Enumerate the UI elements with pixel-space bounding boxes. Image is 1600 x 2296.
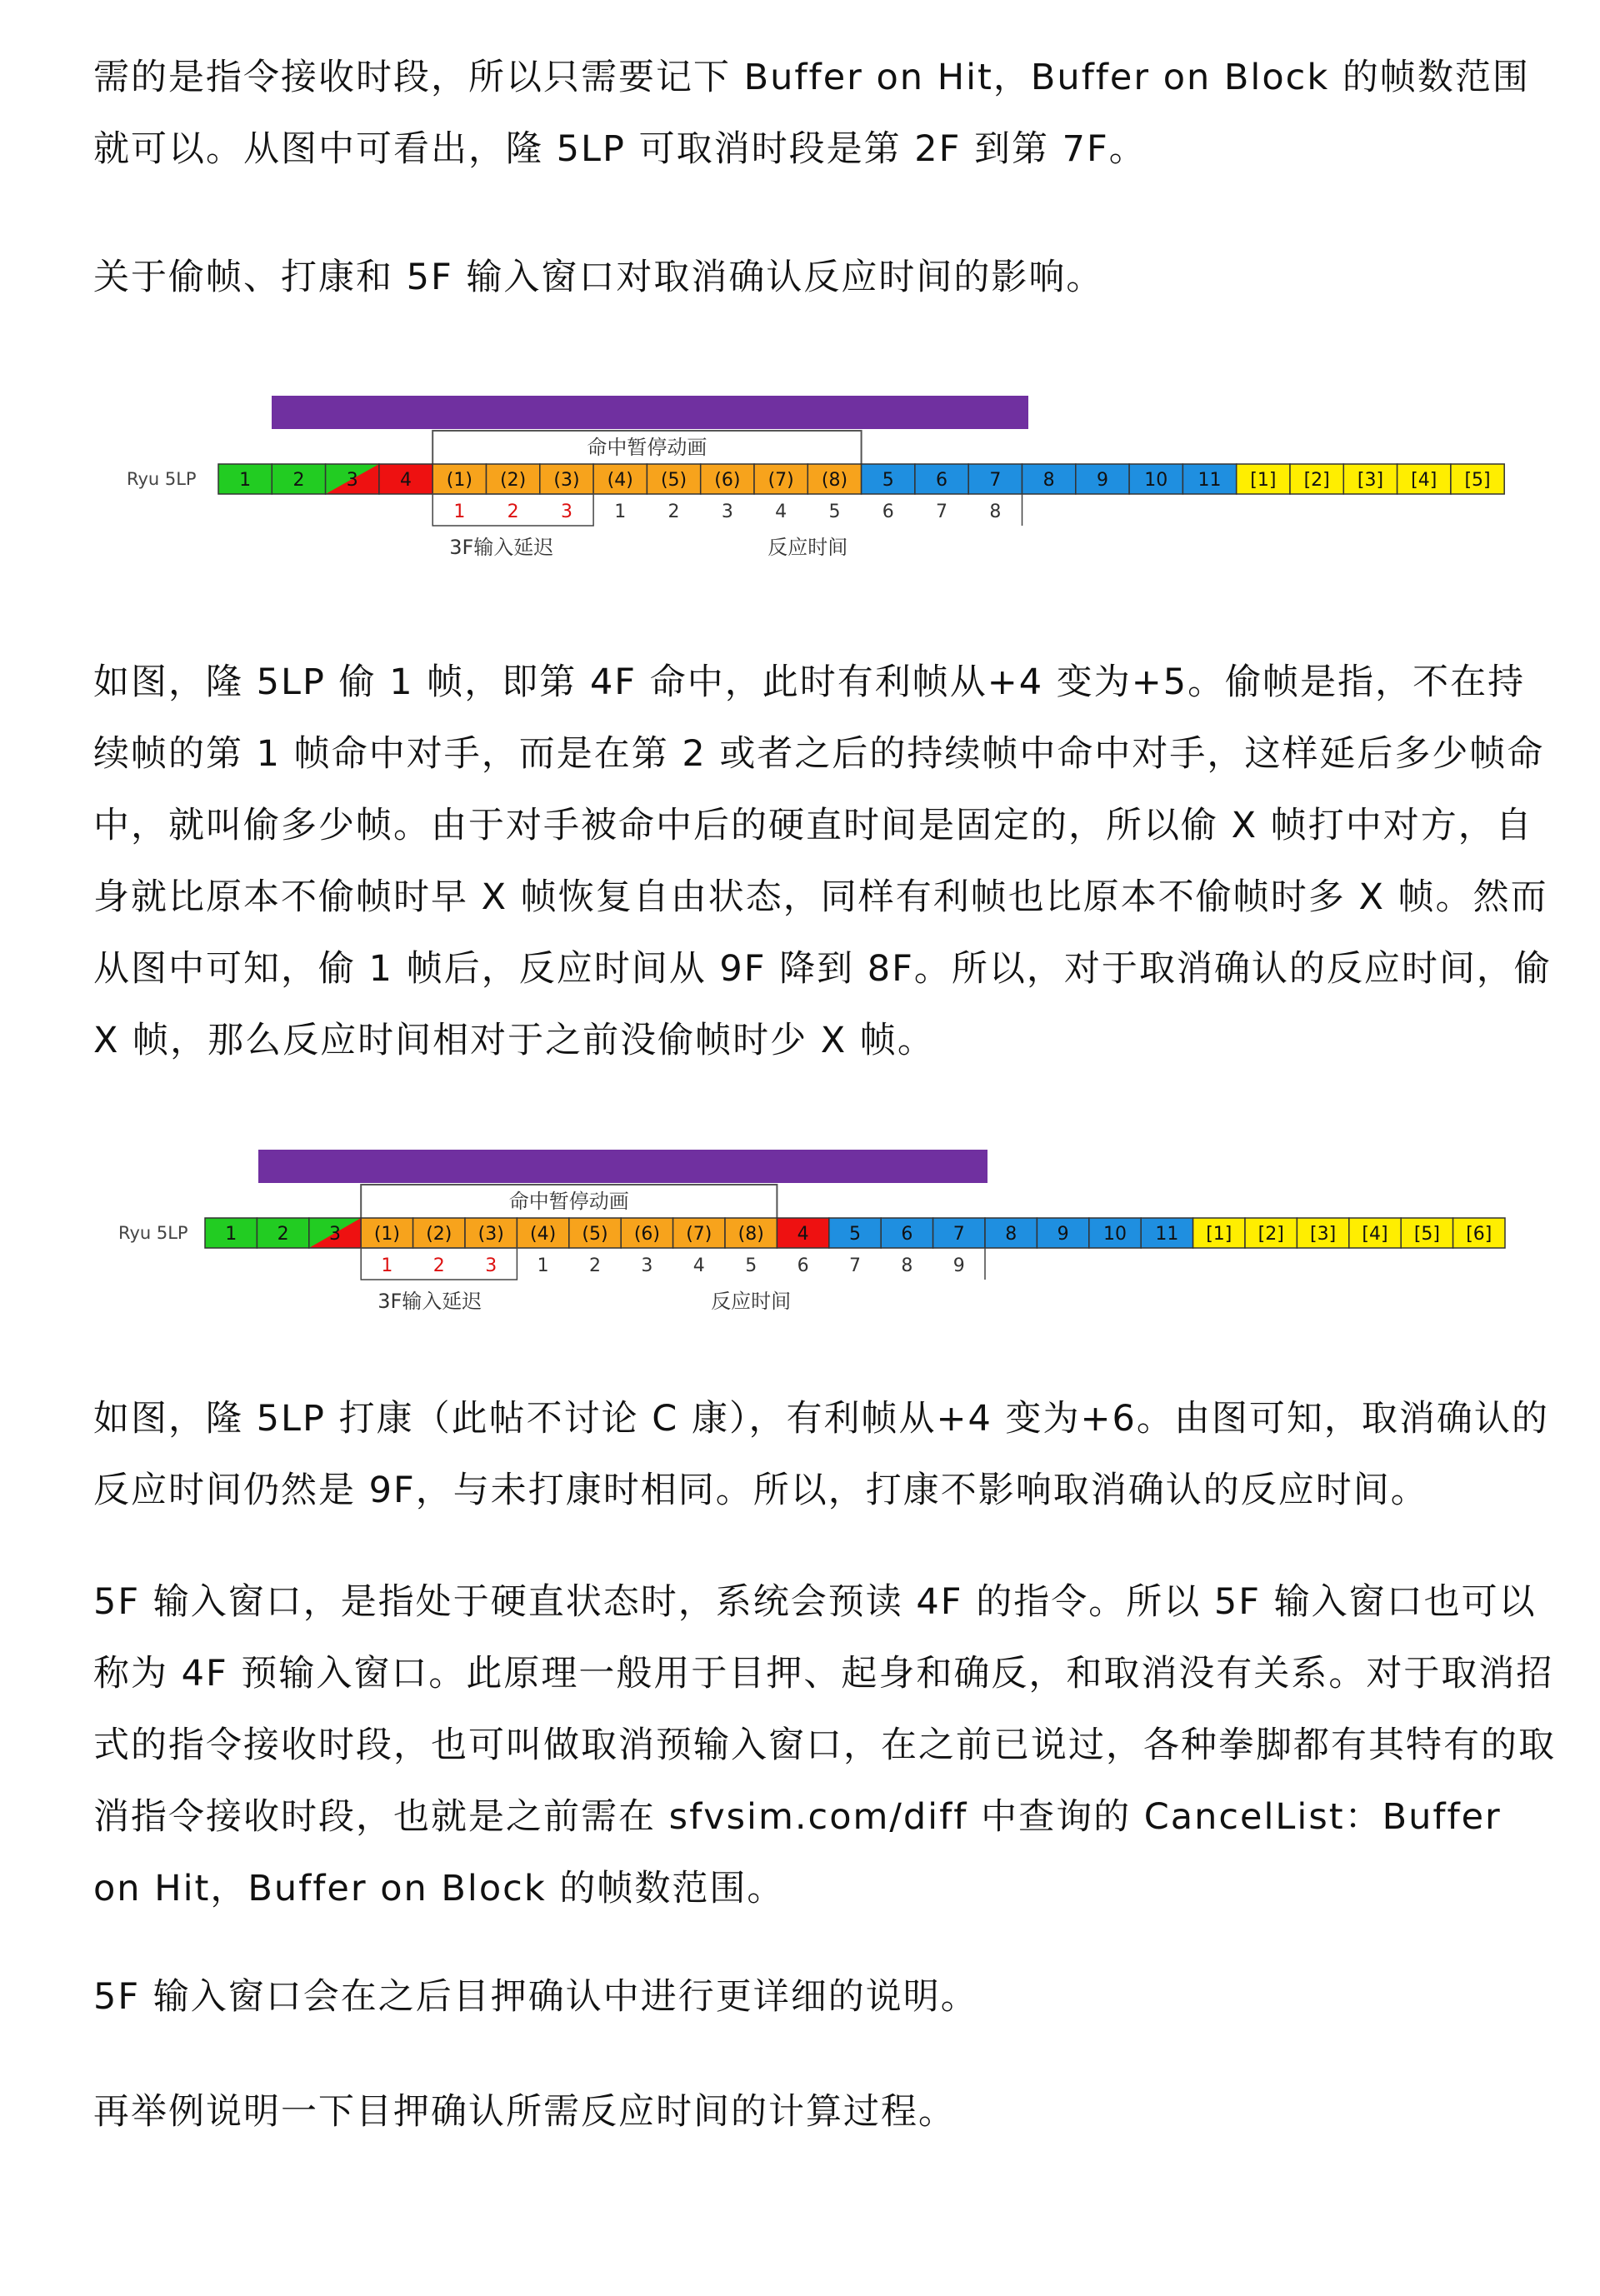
diagram-1-frame-cell-label: (5) <box>660 470 688 491</box>
diagram-2-input-delay-number: 3 <box>485 1255 498 1276</box>
diagram-1-frame-cell-label: (7) <box>768 470 794 491</box>
paragraph-7: 再举例说明一下目押确认所需反应时间的计算过程。 <box>93 2091 956 2133</box>
diagram-1-input-delay-number: 3 <box>560 502 572 522</box>
diagram-2-reaction-number: 2 <box>589 1255 601 1276</box>
paragraph-5: 5F 输入窗口，是指处于硬直状态时，系统会预读 4F 的指令。所以 5F 输入窗口也可以称为 4F 预输入窗口。此原理一般用于目押、起身和确反，和取消没有关系。对于取消招式的指令接收时段，也可叫做取消预输入窗口，在之前已说过，各种拳脚都有其特有的取消指令接收时段，也就是之前需在 sfvsim.com/diff 中查询的 CancelList：Buffer on Hit，Buffer on Block 的帧数范围。 <box>93 1581 1556 1909</box>
diagram-1-frame-cell-label: 6 <box>936 470 948 491</box>
diagram-1-reaction-label: 反应时间 <box>768 536 848 559</box>
frame-diagram-2-svg <box>0 1125 1600 1333</box>
diagram-1-input-delay-label: 3F输入延迟 <box>449 536 554 559</box>
diagram-2-frame-cell-label: (8) <box>738 1224 764 1245</box>
diagram-1-frame-cell-label: (4) <box>607 470 633 491</box>
diagram-1-frame-cell-label: 8 <box>1042 470 1055 491</box>
diagram-1-reaction-number: 8 <box>989 502 1002 522</box>
frame-diagram-1 <box>0 371 1600 579</box>
diagram-2-input-delay-number: 2 <box>432 1255 445 1276</box>
diagram-1-frame-cell-label: 5 <box>882 470 894 491</box>
diagram-2-reaction-number: 7 <box>849 1255 861 1276</box>
diagram-1-frame-cell-label: 1 <box>239 470 252 491</box>
diagram-1-frame-cell-label: [1] <box>1250 470 1277 491</box>
diagram-2-reaction-number: 1 <box>537 1255 549 1276</box>
diagram-1-reaction-number: 4 <box>775 502 788 522</box>
diagram-2-frame-cell-label: (4) <box>530 1224 557 1245</box>
diagram-2-reaction-number: 9 <box>952 1255 965 1276</box>
diagram-2-frame-cell-label: 1 <box>225 1224 238 1245</box>
diagram-2-frame-cell-label: 3 <box>329 1224 341 1245</box>
diagram-1-frame-cell-label: [4] <box>1411 470 1438 491</box>
frame-diagram-1-svg <box>0 371 1600 579</box>
diagram-2-frame-cell-label: 6 <box>901 1224 913 1245</box>
diagram-1-frame-cell-label: 9 <box>1096 470 1108 491</box>
diagram-2-frame-cell-label: 11 <box>1155 1224 1179 1245</box>
diagram-2-frame-cell-label: [4] <box>1362 1224 1388 1245</box>
diagram-1-reaction-number: 6 <box>882 502 894 522</box>
diagram-2-frame-cell-label: (5) <box>582 1224 608 1245</box>
diagram-1-hitstop-label: 命中暂停动画 <box>587 436 708 459</box>
paragraph-1: 需的是指令接收时段，所以只需要记下 Buffer on Hit，Buffer on Block 的帧数范围就可以。从图中可看出，隆 5LP 可取消时段是第 2F 到第 7F。 <box>93 57 1530 170</box>
diagram-2-frame-cell-label: 8 <box>1005 1224 1018 1245</box>
diagram-1-frame-cell-label: 10 <box>1144 470 1168 491</box>
paragraph-4: 如图，隆 5LP 打康（此帖不讨论 C 康），有利帧从+4 变为+6。由图可知，取消确认的反应时间仍然是 9F，与未打康时相同。所以，打康不影响取消确认的反应时间。 <box>93 1398 1549 1511</box>
diagram-1-reaction-number: 5 <box>828 502 841 522</box>
diagram-1-row-label: Ryu 5LP <box>127 469 197 489</box>
diagram-1-frame-cell-label: 2 <box>292 470 305 491</box>
diagram-2-hitstop-label: 命中暂停动画 <box>508 1190 629 1213</box>
diagram-2-reaction-number: 8 <box>901 1255 913 1276</box>
diagram-2-frame-cell-label: 7 <box>952 1224 965 1245</box>
diagram-2-frame-cell-label: (1) <box>373 1224 400 1245</box>
paragraph-2: 关于偷帧、打康和 5F 输入窗口对取消确认反应时间的影响。 <box>93 257 1104 298</box>
diagram-1-reaction-number: 7 <box>936 502 948 522</box>
diagram-2-frame-cell-label: 5 <box>849 1224 861 1245</box>
diagram-2-input-delay-label: 3F输入延迟 <box>378 1290 482 1313</box>
diagram-1-reaction-number: 2 <box>668 502 680 522</box>
diagram-2-frame-cell-label: [6] <box>1466 1224 1492 1245</box>
diagram-1-frame-cell-label: [5] <box>1464 470 1491 491</box>
diagram-1-frame-cell-label: (2) <box>500 470 527 491</box>
diagram-1-frame-cell-label: 7 <box>989 470 1002 491</box>
diagram-2-row-label: Ryu 5LP <box>118 1223 188 1243</box>
diagram-2-frame-cell-label: [2] <box>1258 1224 1284 1245</box>
paragraph-6: 5F 输入窗口会在之后目押确认中进行更详细的说明。 <box>93 1976 978 2018</box>
diagram-2-frame-cell-label: (6) <box>633 1224 660 1245</box>
frame-diagram-2 <box>0 1125 1600 1333</box>
diagram-1-frame-cell-label: 3 <box>346 470 358 491</box>
diagram-2-frame-cell-label: 2 <box>277 1224 289 1245</box>
diagram-2-frame-cell-label: 10 <box>1103 1224 1127 1245</box>
diagram-1-frame-cell-label: (6) <box>714 470 741 491</box>
diagram-2-frame-cell-label: (3) <box>478 1224 504 1245</box>
diagram-2-purple-bar <box>258 1150 988 1183</box>
diagram-1-frame-cell-label: 4 <box>400 470 412 491</box>
diagram-1-frame-cell-label: [2] <box>1303 470 1330 491</box>
diagram-2-reaction-label: 反应时间 <box>711 1290 792 1313</box>
diagram-1-input-delay-number: 2 <box>507 502 519 522</box>
diagram-1-frame-cell-label: (8) <box>821 470 848 491</box>
diagram-2-frame-cell-label: [3] <box>1310 1224 1337 1245</box>
diagram-2-frame-cell-label: 9 <box>1057 1224 1069 1245</box>
diagram-1-input-delay-number: 1 <box>453 502 466 522</box>
diagram-2-reaction-number: 6 <box>797 1255 809 1276</box>
diagram-1-purple-bar <box>272 396 1028 429</box>
diagram-1-frame-cell-label: [3] <box>1357 470 1384 491</box>
diagram-2-input-delay-number: 1 <box>381 1255 393 1276</box>
diagram-1-frame-cell-label: 11 <box>1198 470 1222 491</box>
diagram-1-reaction-number: 1 <box>614 502 627 522</box>
diagram-2-frame-cell-label: 4 <box>797 1224 809 1245</box>
diagram-2-frame-cell-label: [5] <box>1413 1224 1440 1245</box>
diagram-1-frame-cell-label: (3) <box>553 470 580 491</box>
diagram-1-frame-cell-label: (1) <box>446 470 472 491</box>
diagram-1-reaction-number: 3 <box>721 502 733 522</box>
diagram-2-frame-cell-label: (2) <box>426 1224 452 1245</box>
diagram-2-reaction-number: 5 <box>745 1255 758 1276</box>
diagram-2-frame-cell-label: (7) <box>686 1224 712 1245</box>
diagram-2-reaction-number: 4 <box>692 1255 705 1276</box>
diagram-2-frame-cell-label: [1] <box>1206 1224 1232 1245</box>
diagram-2-reaction-number: 3 <box>641 1255 653 1276</box>
paragraph-3: 如图，隆 5LP 偷 1 帧，即第 4F 命中，此时有利帧从+4 变为+5。偷帧是指，不在持续帧的第 1 帧命中对手，而是在第 2 或者之后的持续帧中命中对手，这样延后多少帧命中，就叫偷多少帧。由于对手被命中后的硬直时间是固定的，所以偷 X 帧打中对方，自身就比原本不偷帧时早 X 帧恢复自由状态，同样有利帧也比原本不偷帧时多 X 帧。然而从图中可知，偷 1 帧后，反应时间从 9F 降到 8F。所以，对于取消确认的反应时间，偷 X 帧，那么反应时间相对于之前没偷帧时少 X 帧。 <box>93 661 1552 1061</box>
